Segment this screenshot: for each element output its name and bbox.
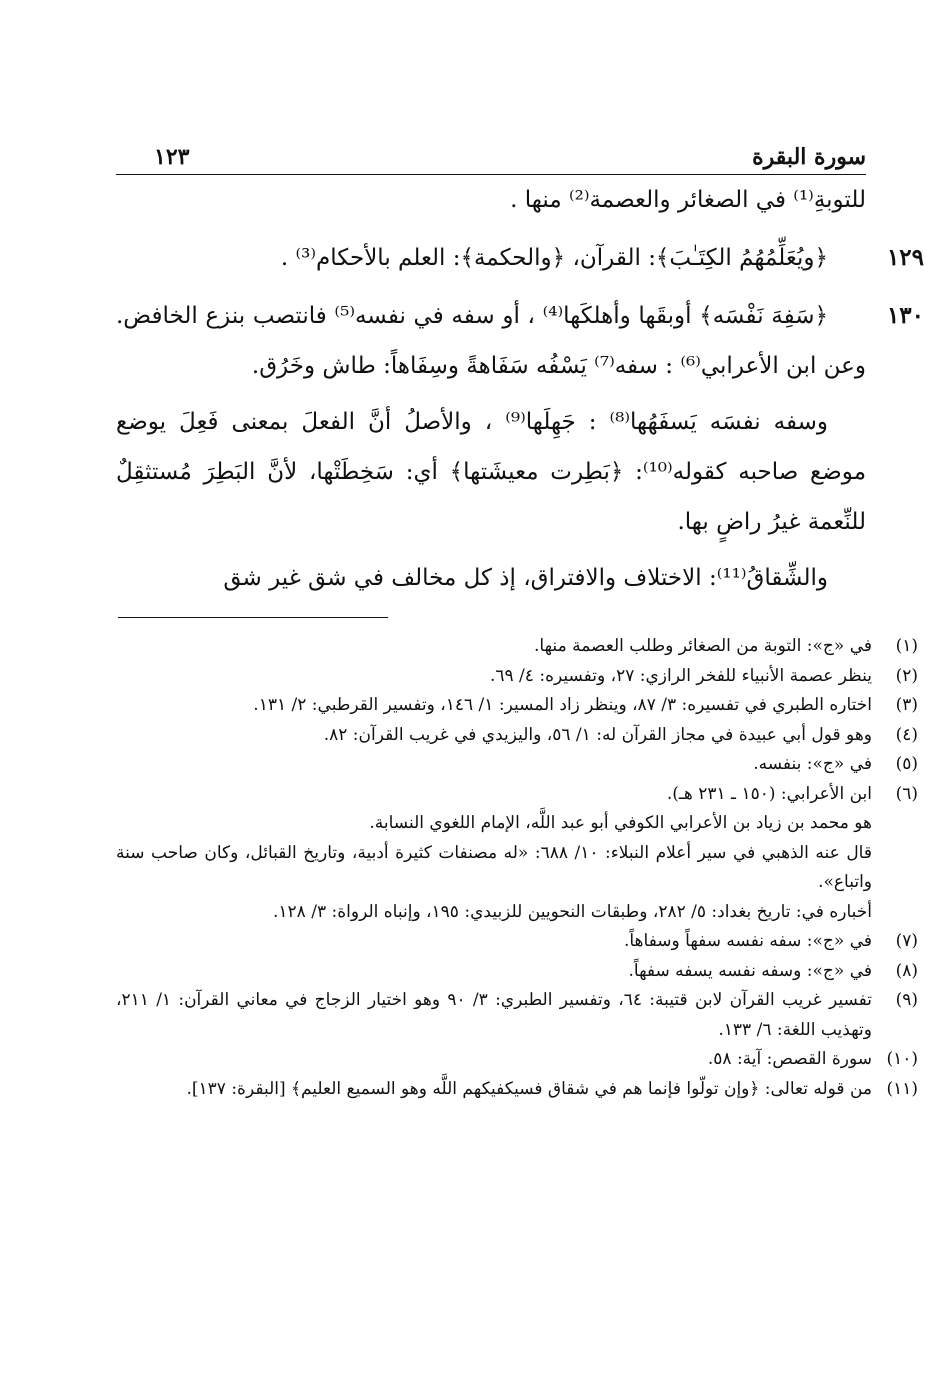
- continuation-line: للتوبةِ⁽¹⁾ في الصغائر والعصمة⁽²⁾ منها .: [510, 187, 866, 213]
- footnote-subparagraphs: [116, 809, 872, 927]
- footnote-text: [116, 927, 872, 957]
- verse-129: [116, 233, 924, 283]
- verse-130: [116, 291, 924, 391]
- footnote-text: [116, 750, 872, 780]
- footnote-subparagraph: قال عنه الذهبي في سير أعلام النبلاء: ١٠/ ٦٨٨: «له مصنفات كثيرة أدبية، وتاريخ القبائل، وكان صاحب سنة واتباع».: [116, 842, 872, 892]
- footnotes: [116, 632, 918, 1104]
- paragraph: وسفه نفسَه يَسفَهُها⁽⁸⁾ : جَهِلَها⁽⁹⁾ ، والأصلُ أنَّ الفعلَ بمعنى فَعِلَ يوضع موضع صاحبه كقوله⁽¹⁰⁾: ﴿بَطِرت معيشَتها﴾ أي: سَخِطَتْها، لأنَّ البَطِرَ مُستثقِلٌ للنِّعمة غيرُ راضٍ بها.: [116, 409, 867, 535]
- running-header: [116, 130, 866, 170]
- footnote: [116, 662, 918, 692]
- verse-number: ١٢٩: [886, 244, 924, 271]
- footnote-body: ابن الأعرابي: (١٥٠ ـ ٢٣١ هـ).: [666, 783, 872, 804]
- page-number: ١٢٣: [154, 144, 190, 170]
- surah-title: سورة البقرة: [752, 144, 866, 170]
- verse-commentary: ﴿سَفِهَ نَفْسَه﴾ أوبقَها وأهلكَها⁽⁴⁾ ، أو سفه في نفسه⁽⁵⁾ فانتصب بنزع الخافض. وعن ابن الأعرابي⁽⁶⁾ : سفه⁽⁷⁾ يَسْفُه سَفَاهةً وسِفَاهاً: طاش وخَرُق.: [116, 303, 866, 379]
- footnote-subparagraph: أخباره في: تاريخ بغداد: ٥/ ٢٨٢، وطبقات النحويين للزبيدي: ١٩٥، وإنباه الرواة: ٣/ ١٢٨.: [273, 901, 872, 922]
- verse-number: ١٣٠: [886, 302, 924, 329]
- footnote-body: اختاره الطبري في تفسيره: ٣/ ٨٧، وينظر زاد المسير: ١/ ١٤٦، وتفسير القرطبي: ٢/ ١٣١.: [253, 695, 872, 715]
- footnote-number: (٤): [895, 724, 918, 745]
- footnote-text: [116, 957, 872, 987]
- footnote-body: تفسير غريب القرآن لابن قتيبة: ٦٤، وتفسير الطبري: ٣/ ٩٠ وهو اختيار الزجاج في معاني القرآن: ١/ ٢١١، وتهذيب اللغة: ٦/ ١٣٣.: [116, 990, 872, 1040]
- footnote: [116, 721, 918, 751]
- main-text: [116, 175, 924, 603]
- footnote-text: [116, 1045, 872, 1075]
- footnote-text: [116, 721, 872, 751]
- footnote-body: في «ج»: التوبة من الصغائر وطلب العصمة منها.: [534, 636, 872, 656]
- paragraph: والشِّقاقُ⁽¹¹⁾: الاختلاف والافتراق، إذ كل مخالف في شق غير شق: [223, 565, 828, 591]
- footnote-body: سورة القصص: آية: ٥٨.: [707, 1049, 872, 1069]
- footnote-number: (٧): [895, 931, 918, 951]
- footnote-body: في «ج»: وسفه نفسه يسفه سفهاً.: [628, 960, 872, 981]
- footnote-text: [116, 691, 872, 721]
- footnote-body: ينظر عصمة الأنبياء للفخر الرازي: ٢٧، وتفسيره: ٤/ ٦٩.: [489, 665, 872, 686]
- footnote-number: (١١): [886, 1078, 918, 1099]
- footnote-text: [116, 662, 872, 692]
- footnote: [116, 632, 918, 662]
- footnote-number: (٢): [895, 665, 918, 686]
- footnote: [116, 1045, 918, 1075]
- footnote-number: (٥): [895, 754, 918, 774]
- footnote-text: [116, 632, 872, 662]
- footnote-separator: [118, 617, 388, 618]
- footnote-number: (٨): [895, 960, 918, 981]
- footnote-body: في «ج»: سفه نفسه سفهاً وسفاهاً.: [623, 931, 872, 951]
- footnote-number: (١): [895, 636, 918, 656]
- footnote-body: في «ج»: بنفسه.: [753, 754, 872, 774]
- footnote: [116, 927, 918, 957]
- footnote-text: [116, 986, 872, 1045]
- footnote-number: (٩): [895, 990, 918, 1010]
- footnote-number: (٣): [895, 695, 918, 715]
- footnote: [116, 750, 918, 780]
- footnote: [116, 957, 918, 987]
- footnote-subparagraph: هو محمد بن زياد بن الأعرابي الكوفي أبو عبد اللَّه، الإمام اللغوي النسابة.: [369, 813, 872, 833]
- footnote-text: [116, 1075, 872, 1105]
- footnote-number: (٦): [895, 783, 918, 804]
- footnote-body: من قوله تعالى: ﴿وإن تولّوا فإنما هم في شقاق فسيكفيكهم اللَّه وهو السميع العليم﴾ [البقرة: ١٣٧].: [186, 1078, 872, 1099]
- footnote: [116, 691, 918, 721]
- footnote-text: [116, 780, 872, 928]
- footnote: [116, 986, 918, 1045]
- footnote: [116, 1075, 918, 1105]
- page: [116, 130, 924, 1104]
- footnote: [116, 780, 918, 928]
- verse-commentary: ﴿ويُعَلِّمُهُمُ الكِتَـٰبَ﴾: القرآن، ﴿والحكمة﴾: العلم بالأحكام⁽³⁾ .: [280, 245, 828, 271]
- footnote-body: وهو قول أبي عبيدة في مجاز القرآن له: ١/ ٥٦، واليزيدي في غريب القرآن: ٨٢.: [323, 724, 872, 745]
- footnote-number: (١٠): [886, 1049, 918, 1069]
